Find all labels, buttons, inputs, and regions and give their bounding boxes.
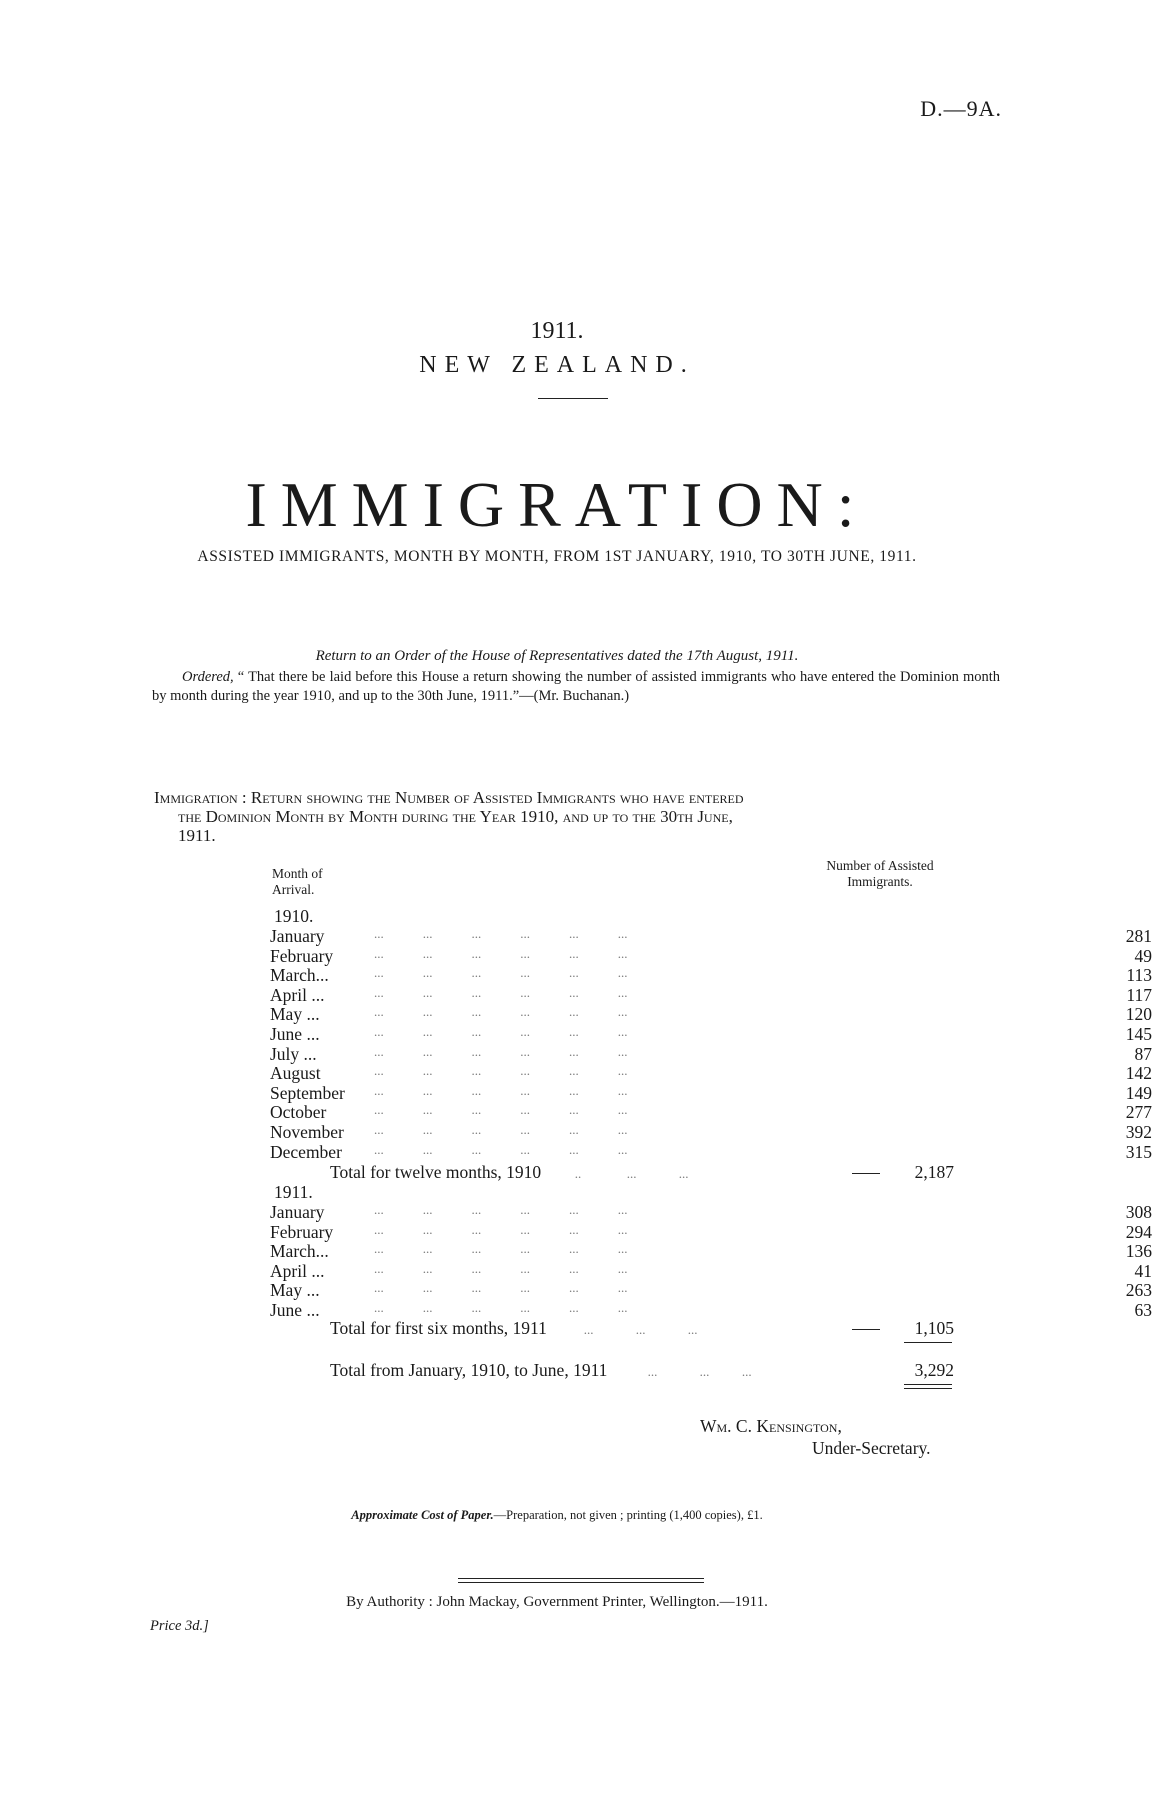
cost-label: Approximate Cost of Paper. — [351, 1508, 494, 1522]
immigrant-count: 136 — [1125, 1241, 1152, 1262]
immigrant-count: 294 — [1125, 1221, 1152, 1242]
table-row — [270, 1024, 1152, 1044]
double-rule-top — [904, 1384, 952, 1385]
leader-dots: ... ... ... ... ... ... — [374, 1260, 628, 1276]
immigrant-count: 142 — [1125, 1063, 1152, 1084]
month-label: December — [270, 1141, 342, 1162]
subtotal-dash — [852, 1173, 880, 1174]
table-row — [270, 926, 1152, 946]
immigrant-count: 392 — [1125, 1122, 1152, 1142]
ordered-paragraph — [152, 668, 1000, 706]
leader-dots: ... ... ... ... ... ... — [374, 1063, 628, 1079]
table-row — [270, 984, 1152, 1005]
total-1911-label: Total for first six months, 1911 — [330, 1318, 547, 1338]
month-label: March... — [270, 965, 329, 986]
month-label: February — [270, 945, 334, 966]
table-heading-line-1: Immigration : Return showing the Number of Assisted Immigrants who have entered — [154, 788, 744, 807]
sum-rule — [904, 1342, 952, 1343]
year-label-1911: 1911. — [274, 1182, 313, 1202]
total-1910-row — [330, 1162, 689, 1183]
table-row — [270, 945, 1152, 966]
table-row — [270, 1300, 1152, 1320]
total-1911-row — [330, 1318, 698, 1339]
month-label: May ... — [270, 1004, 320, 1025]
immigrant-count: 49 — [1134, 945, 1152, 966]
month-label: February — [270, 1221, 334, 1242]
grand-total-label: Total from January, 1910, to June, 1911 — [330, 1360, 608, 1380]
leader-dots: ... ... ... ... ... ... — [374, 1102, 628, 1118]
printer-authority: By Authority : John Mackay, Government Printer, Wellington.—1911. — [346, 1594, 768, 1610]
cost-line — [0, 1508, 1114, 1523]
leader-dots: ... ... ... ... ... ... — [374, 1043, 628, 1059]
immigrant-count: 308 — [1125, 1202, 1152, 1222]
table-row — [270, 1063, 1152, 1084]
leader-dots: ... ... ... ... ... ... — [374, 1280, 628, 1296]
immigrant-count: 87 — [1134, 1043, 1152, 1064]
return-order-line: Return to an Order of the House of Representatives dated the 17th August, 1911. — [315, 648, 799, 664]
table-row — [270, 1004, 1152, 1025]
table-row — [270, 1082, 1152, 1103]
table-row — [270, 1221, 1152, 1242]
month-label: January — [270, 926, 325, 946]
cost-text: —Preparation, not given ; printing (1,400 copies), £1. — [493, 1508, 763, 1522]
subtotal-dash — [852, 1329, 880, 1330]
session-year: 1911. — [530, 318, 584, 344]
leader-dots: ... ... ... ... ... ... — [374, 1241, 628, 1257]
leader-dots: ... ... ... — [611, 1364, 752, 1379]
leader-dots: ... ... ... ... ... ... — [374, 1024, 628, 1039]
month-label: May ... — [270, 1280, 320, 1301]
table-row — [270, 1122, 1152, 1142]
month-label: April ... — [270, 1260, 325, 1281]
table-heading — [154, 788, 1000, 845]
table-row — [270, 1260, 1152, 1281]
price-note: Price 3d.] — [150, 1618, 209, 1634]
table-row — [270, 1202, 1152, 1222]
month-label: October — [270, 1102, 327, 1123]
total-1910-value: 2,187 — [914, 1162, 954, 1182]
total-1910-label: Total for twelve months, 1910 — [330, 1162, 542, 1182]
footer-rule-bottom — [458, 1582, 704, 1583]
immigrant-count: 315 — [1125, 1141, 1152, 1162]
immigrant-count: 113 — [1126, 965, 1152, 986]
table-row — [270, 1280, 1152, 1301]
immigrant-count: 149 — [1125, 1082, 1152, 1103]
leader-dots: ... ... ... ... ... ... — [374, 1082, 628, 1098]
leader-dots: ... ... ... ... ... ... — [374, 984, 628, 1000]
grand-total-row — [330, 1360, 752, 1381]
leader-dots: ... ... ... ... ... ... — [374, 926, 628, 941]
total-1911-value: 1,105 — [914, 1318, 954, 1338]
leader-dots: ... ... ... ... ... ... — [374, 1300, 628, 1315]
immigrant-count: 281 — [1125, 926, 1152, 946]
leader-dots: ... ... ... ... ... ... — [374, 1141, 628, 1157]
footer-rule-top — [458, 1578, 704, 1579]
leader-dots: ... ... ... ... ... ... — [374, 1004, 628, 1020]
title-divider — [538, 398, 608, 399]
column-header-month: Month of Arrival. — [272, 866, 323, 897]
leader-dots: ... ... ... ... ... ... — [374, 945, 628, 961]
table-row — [270, 965, 1152, 986]
table-row — [270, 1241, 1152, 1262]
month-label: August — [270, 1063, 321, 1084]
document-reference: D.—9A. — [920, 96, 1002, 121]
month-label: April ... — [270, 984, 325, 1005]
double-rule-bottom — [904, 1388, 952, 1389]
immigrant-count: 145 — [1125, 1024, 1152, 1044]
table-row — [270, 1141, 1152, 1162]
month-label: November — [270, 1122, 344, 1142]
table-heading-line-2: the Dominion Month by Month during the Year 1910, and up to the 30th June, — [178, 807, 733, 826]
immigrant-count: 120 — [1125, 1004, 1152, 1025]
leader-dots: ... ... ... ... ... ... — [374, 1202, 628, 1217]
month-label: June ... — [270, 1300, 320, 1320]
signatory-title: Under-Secretary. — [812, 1438, 931, 1458]
month-label: March... — [270, 1241, 329, 1262]
ordered-text: “ That there be laid before this House a return showing the number of assisted immigrants who have entered the Dominion month by month during the year 1910, and up to the 30th June, 1911.”—(Mr. Buchanan.) — [152, 669, 1001, 704]
immigrant-count: 41 — [1134, 1260, 1152, 1281]
ordered-label: Ordered, — [182, 669, 234, 685]
leader-dots: ... ... ... ... ... ... — [374, 965, 628, 981]
immigrant-count: 263 — [1125, 1280, 1152, 1301]
leader-dots: .. ... ... — [545, 1166, 689, 1181]
document-title: IMMIGRATION: — [245, 469, 869, 540]
month-label: September — [270, 1082, 345, 1103]
document-subtitle: ASSISTED IMMIGRANTS, MONTH BY MONTH, FROM 1ST JANUARY, 1910, TO 30TH JUNE, 1911. — [197, 548, 917, 565]
column-header-number: Number of Assisted Immigrants. — [826, 858, 934, 889]
table-row — [270, 1102, 1152, 1123]
country-name: NEW ZEALAND. — [419, 352, 695, 378]
leader-dots: ... ... ... — [551, 1322, 698, 1337]
table-heading-line-3: 1911. — [178, 826, 216, 845]
month-label: June ... — [270, 1024, 320, 1044]
signatory-name: Wm. C. Kensington, — [700, 1416, 842, 1436]
immigrant-count: 277 — [1125, 1102, 1152, 1123]
year-label-1910: 1910. — [274, 906, 314, 926]
immigrant-count: 117 — [1126, 984, 1152, 1005]
immigrant-count: 63 — [1134, 1300, 1152, 1320]
month-label: January — [270, 1202, 325, 1222]
table-row — [270, 1043, 1152, 1064]
grand-total-value: 3,292 — [914, 1360, 954, 1380]
leader-dots: ... ... ... ... ... ... — [374, 1221, 628, 1237]
leader-dots: ... ... ... ... ... ... — [374, 1122, 628, 1137]
month-label: July ... — [270, 1043, 317, 1064]
